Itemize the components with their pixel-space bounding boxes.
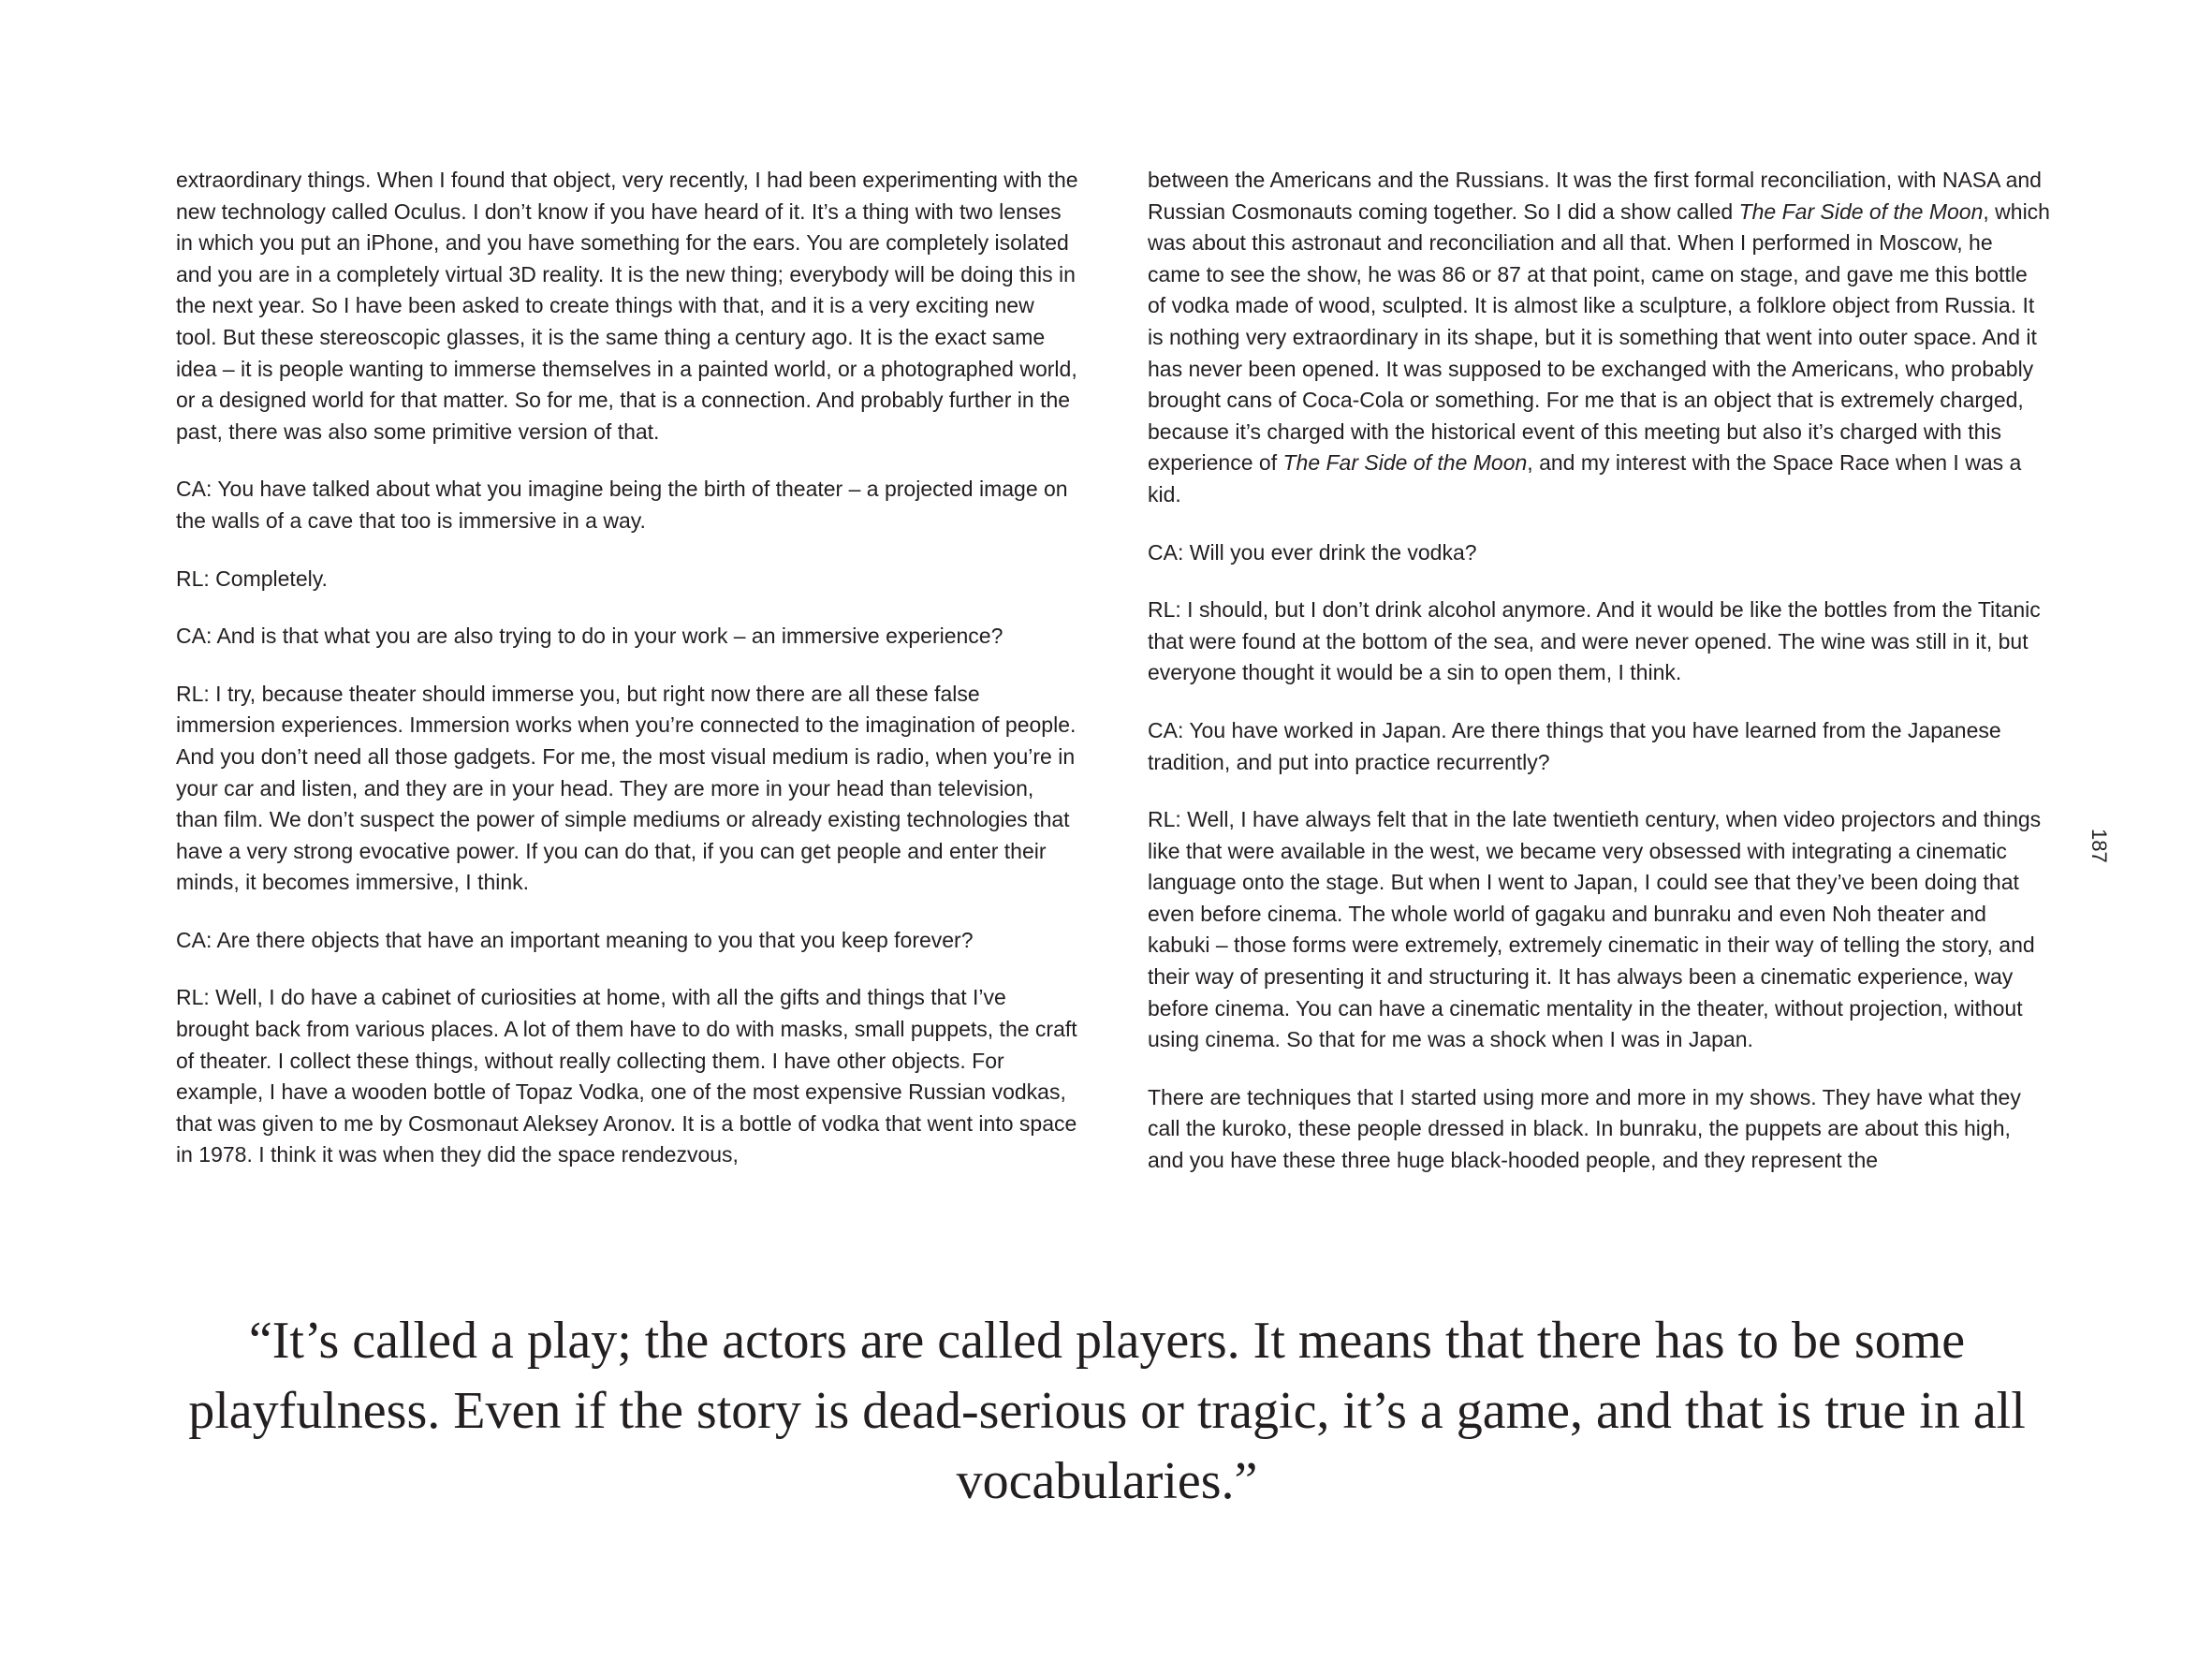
paragraph: RL: Completely. bbox=[176, 565, 328, 591]
page-number: 187 bbox=[2087, 829, 2111, 863]
text-run: between the Americans and the Russians. It was the first formal reconciliation, with NASA and Russian Cosmonauts coming together. So I did a show called bbox=[1148, 168, 2042, 224]
show-title: The Far Side of the Moon bbox=[1738, 198, 1984, 224]
paragraph: RL: I should, but I don’t drink alcohol anymore. And it would be like the bottles from the Titanic that were found at the bottom of the sea, and were never opened. The wine was still in it, but everyone thought it would be a sin to open them, I think. bbox=[1148, 597, 2041, 685]
paragraph: CA: And is that what you are also trying to do in your work – an immersive experience? bbox=[176, 624, 1003, 649]
paragraph: CA: You have talked about what you imagine being the birth of theater – a projected image on the walls of a cave that too is immersive in a way. bbox=[176, 477, 1068, 533]
paragraph: CA: Will you ever drink the vodka? bbox=[1148, 539, 1477, 565]
right-text-column bbox=[1148, 165, 2051, 1203]
show-title: The Far Side of the Moon bbox=[1282, 450, 1528, 476]
paragraph: extraordinary things. When I found that object, very recently, I had been experimenting with the new technology called Oculus. I don’t know if you have heard of it. It’s a thing with two lenses in which you put an iPhone, and you have something for the ears. You are completely isolated and you are in a completely virtual 3D reality. It is the new thing; everybody will be doing this in the next year. So I have been asked to create things with that, and it is a very exciting new tool. But these stereoscopic glasses, it is the same thing a century ago. It is the exact same idea – it is people wanting to immerse themselves in a painted world, or a photographed world, or a designed world for that matter. So for me, that is a connection. And probably further in the past, there was also some primitive version of that. bbox=[176, 168, 1078, 444]
paragraph: RL: Well, I have always felt that in the late twentieth century, when video projectors and things like that were available in the west, we became very obsessed with integrating a cinematic language onto the stage. But when I went to Japan, I could see that they’ve been doing that even before cinema. The whole world of gagaku and bunraku and even Noh theater and kabuki – those forms were extremely, extremely cinematic in their way of telling the story, and their way of presenting it and structuring it. It has always been a cinematic experience, way before cinema. You can have a cinematic mentality in the theater, without projection, without using cinema. So that for me was a shock when I was in Japan. bbox=[1148, 807, 2042, 1052]
text-run: , and my interest with the Space Race when I was a kid. bbox=[1148, 450, 2022, 507]
paragraph: CA: You have worked in Japan. Are there things that you have learned from the Japanese tradition, and put into practice recurrently? bbox=[1148, 717, 2001, 774]
pull-quote: “It’s called a play; the actors are called players. It means that there has to be some playfulness. Even if the story is dead-serious or tragic, it’s a game, and that is true in all vocabularies.” bbox=[188, 1312, 2026, 1510]
paragraph: There are techniques that I started using more and more in my shows. They have what they call the kuroko, these people dressed in black. In bunraku, the puppets are about this high, and you have these three huge black-hooded people, and they represent the bbox=[1148, 1084, 2021, 1173]
left-text-column bbox=[176, 165, 1079, 1197]
paragraph: RL: I try, because theater should immerse you, but right now there are all these false immersion experiences. Immersion works when you’re connected to the imagination of people. And you don’t need all those gadgets. For me, the most visual medium is radio, when you’re in your car and listen, and they are in your head. They are more in your head than television, than film. We don’t suspect the power of simple mediums or already existing technologies that have a very strong evocative power. If you can do that, if you can get people and enter their minds, it becomes immersive, I think. bbox=[176, 681, 1077, 895]
paragraph: RL: Well, I do have a cabinet of curiosities at home, with all the gifts and things that I’ve brought back from various places. A lot of them have to do with masks, small puppets, the craft of theater. I collect these things, without really collecting them. I have other objects. For example, I have a wooden bottle of Topaz Vodka, one of the most expensive Russian vodkas, that was given to me by Cosmonaut Aleksey Aronov. It is a bottle of vodka that went into space in 1978. I think it was when they did the space rendezvous, bbox=[176, 985, 1077, 1167]
paragraph bbox=[1148, 165, 2051, 511]
paragraph: CA: Are there objects that have an important meaning to you that you keep forever? bbox=[176, 927, 974, 952]
text-run: , which was about this astronaut and reconciliation and all that. When I performed in Moscow, he came to see the show, he was 86 or 87 at that point, came on stage, and gave me this bottle of vodka made of wood, sculpted. It is almost like a sculpture, a folklore object from Russia. It is nothing very extraordinary in its shape, but it is something that went into outer space. And it has never been opened. It was supposed to be exchanged with the Americans, who probably brought cans of Coca-Cola or something. For me that is an object that is extremely charged, because it’s charged with the historical event of this meeting but also it’s charged with this experience of bbox=[1148, 198, 2050, 476]
